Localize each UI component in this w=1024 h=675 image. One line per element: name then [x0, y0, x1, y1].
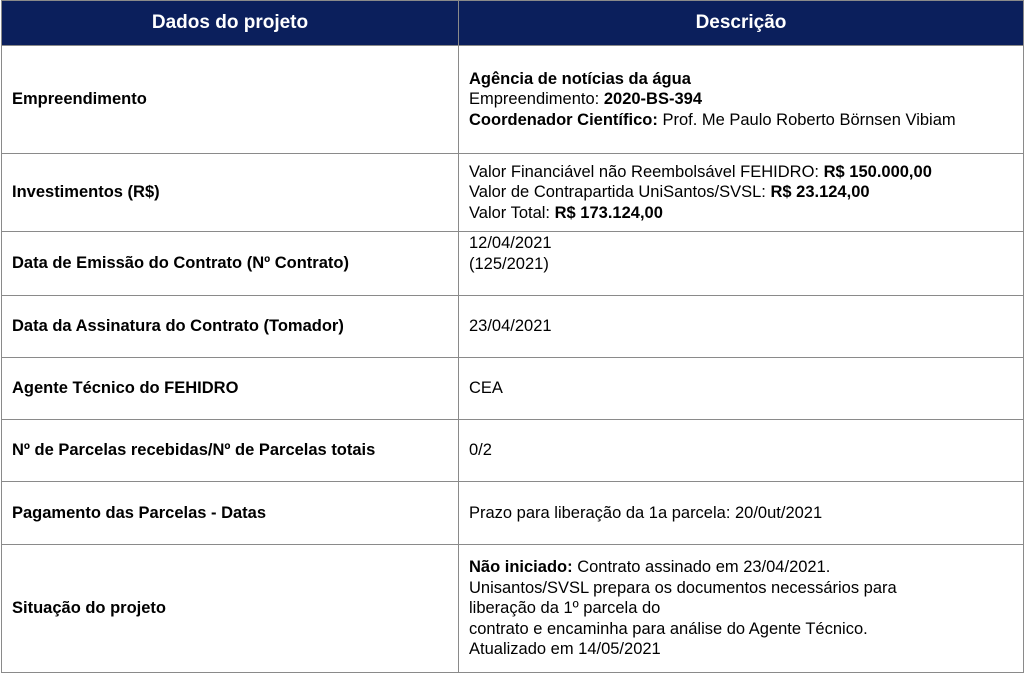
desc-assinatura: 23/04/2021 — [459, 296, 1024, 358]
label-parcelas: Nº de Parcelas recebidas/Nº de Parcelas totais — [2, 420, 459, 482]
label-assinatura: Data da Assinatura do Contrato (Tomador) — [2, 296, 459, 358]
table-header-row — [2, 1, 1024, 46]
desc-agente: CEA — [459, 358, 1024, 420]
row-emissao — [2, 232, 1024, 296]
valor-contrapartida-value: R$ 23.124,00 — [770, 183, 870, 202]
desc-pagamento: Prazo para liberação da 1a parcela: 20/0ut/2021 — [459, 482, 1024, 545]
valor-financiavel — [469, 162, 1017, 183]
label-agente: Agente Técnico do FEHIDRO — [2, 358, 459, 420]
project-code-label: Empreendimento: — [469, 90, 600, 109]
desc-investimentos — [459, 154, 1024, 232]
valor-contrapartida — [469, 182, 1017, 203]
valor-financiavel-label: Valor Financiável não Reembolsável FEHIDRO: — [469, 162, 820, 181]
situacao-line-5: Atualizado em 14/05/2021 — [469, 640, 661, 659]
desc-parcelas: 0/2 — [459, 420, 1024, 482]
row-situacao — [2, 545, 1024, 673]
label-emissao: Data de Emissão do Contrato (Nº Contrato) — [2, 232, 459, 296]
project-code — [469, 89, 1017, 110]
desc-situacao — [459, 545, 1024, 673]
valor-total-value: R$ 173.124,00 — [554, 203, 663, 222]
desc-emissao — [459, 232, 1024, 296]
valor-financiavel-value: R$ 150.000,00 — [823, 162, 932, 181]
valor-total-label: Valor Total: — [469, 203, 551, 222]
project-code-value: 2020-BS-394 — [603, 90, 702, 109]
valor-total — [469, 203, 1017, 224]
coordinator-label: Coordenador Científico: — [469, 110, 658, 129]
coordinator-value: Prof. Me Paulo Roberto Börnsen Vibiam — [662, 110, 956, 129]
header-descricao: Descrição — [459, 1, 1024, 46]
situacao-line-2: Unisantos/SVSL prepara os documentos necessários para — [469, 578, 897, 597]
row-parcelas — [2, 420, 1024, 482]
label-empreendimento: Empreendimento — [2, 46, 459, 154]
row-pagamento — [2, 482, 1024, 545]
project-title: Agência de notícias da água — [469, 69, 691, 88]
row-investimentos — [2, 154, 1024, 232]
emissao-date: 12/04/2021 — [469, 234, 552, 252]
situacao-line-4: contrato e encaminha para análise do Agente Técnico. — [469, 619, 868, 638]
situacao-line-3: liberação da 1º parcela do — [469, 599, 661, 618]
label-situacao: Situação do projeto — [2, 545, 459, 673]
project-data-table — [1, 0, 1024, 673]
row-assinatura — [2, 296, 1024, 358]
coordinator — [469, 110, 1017, 131]
row-empreendimento — [2, 46, 1024, 154]
contract-number: (125/2021) — [469, 254, 549, 273]
row-agente — [2, 358, 1024, 420]
valor-contrapartida-label: Valor de Contrapartida UniSantos/SVSL: — [469, 183, 766, 202]
desc-empreendimento — [459, 46, 1024, 154]
status-label: Não iniciado: — [469, 558, 573, 577]
status-text: Contrato assinado em 23/04/2021. — [577, 558, 831, 577]
label-investimentos: Investimentos (R$) — [2, 154, 459, 232]
label-pagamento: Pagamento das Parcelas - Datas — [2, 482, 459, 545]
status-line — [469, 557, 1017, 578]
header-dados-do-projeto: Dados do projeto — [2, 1, 459, 46]
